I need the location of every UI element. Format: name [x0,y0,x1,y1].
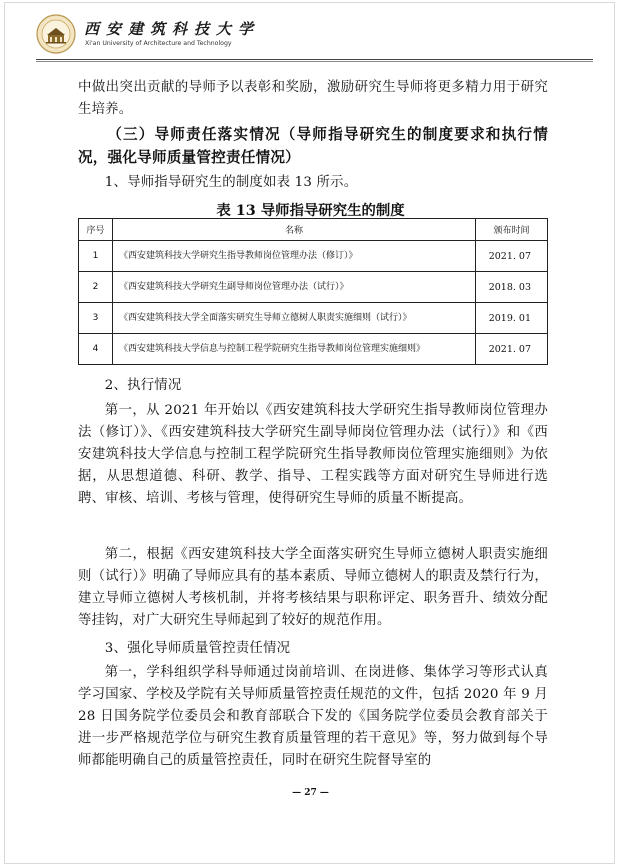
item-2-text: 2、执行情况 [104,378,182,393]
header-divider [36,59,593,60]
header-date: 颁布时间 [476,219,548,241]
table-row [79,272,548,303]
header-name: 名称 [113,219,476,241]
row-date: 2019. 01 [476,303,548,334]
row-name: 《西安建筑科技大学全面落实研究生导师立德树人职责实施细则（试行）》 [113,303,476,334]
item-1-text: 1、导师指导研究生的制度如表 13 所示。 [104,175,358,190]
row-date: 2018. 03 [476,272,548,303]
row-number: 4 [79,334,113,365]
intro-paragraph: 中做出突出贡献的导师予以表彰和奖励，激励研究生导师将更多精力用于研究生培养。 [78,80,548,117]
row-name: 《西安建筑科技大学研究生指导教师岗位管理办法（修订）》 [113,241,476,272]
row-name: 《西安建筑科技大学研究生副导师岗位管理办法（试行）》 [113,272,476,303]
row-date: 2021. 07 [476,241,548,272]
item-3-text: 3、强化导师质量管控责任情况 [104,641,291,656]
header-number: 序号 [79,219,113,241]
table-title: 表 13 导师指导研究生的制度 [216,202,405,219]
row-name: 《西安建筑科技大学信息与控制工程学院研究生指导教师岗位管理实施细则》 [113,334,476,365]
university-name-en: Xi'an University of Architecture and Technology [85,40,232,47]
paragraph-second: 第二，根据《西安建筑科技大学全面落实研究生导师立德树人职责实施细则（试行）》明确了导师应具有的基本素质、导师立德树人的职责及禁行行为，建立导师立德树人考核机制，并将考核结果与职称评定、职务晋升、绩效分配等挂钩，对广大研究生导师起到了较好的规范作用。 [78,547,548,628]
regulations-table [78,218,548,365]
row-date: 2021. 07 [476,334,548,365]
row-number: 1 [79,241,113,272]
paragraph-third: 第一，学科组织学科导师通过岗前培训、在岗进修、集体学习等形式认真学习国家、学校及学院有关导师质量管控责任规范的文件，包括 2020 年 9 月 28 日国务院学位委员会和教育部联合下发的《国务院学位委员会教育部关于进一步严格规范学位与研究生教育质量管理的若干意见》等，努力做到每个导师都能明确自己的质量管控责任，同时在研究生院督导室的 [78,665,548,768]
section-heading: （三）导师责任落实情况（导师指导研究生的制度要求和执行情况，强化导师质量管控责任情况） [78,126,548,166]
table-row [79,241,548,272]
paragraph-first: 第一，从 2021 年开始以《西安建筑科技大学研究生指导教师岗位管理办法（修订）》、《西安建筑科技大学研究生副导师岗位管理办法（试行）》和《西安建筑科技大学信息与控制工程学院研究生指导教师岗位管理实施细则》为依据，从思想道德、科研、教学、指导、工程实践等方面对研究生导师进行选聘、审核、培训、考核与管理，使得研究生导师的质量不断提高。 [78,403,548,506]
university-logo-icon [36,14,76,54]
page-header [36,14,596,58]
row-number: 3 [79,303,113,334]
row-number: 2 [79,272,113,303]
page-number: — 27 — [292,788,329,798]
table-header-row [79,219,548,241]
header-divider-thin [36,61,593,62]
table-row [79,334,548,365]
university-name-cn: 西安建筑科技大学 [84,20,261,38]
table-row [79,303,548,334]
